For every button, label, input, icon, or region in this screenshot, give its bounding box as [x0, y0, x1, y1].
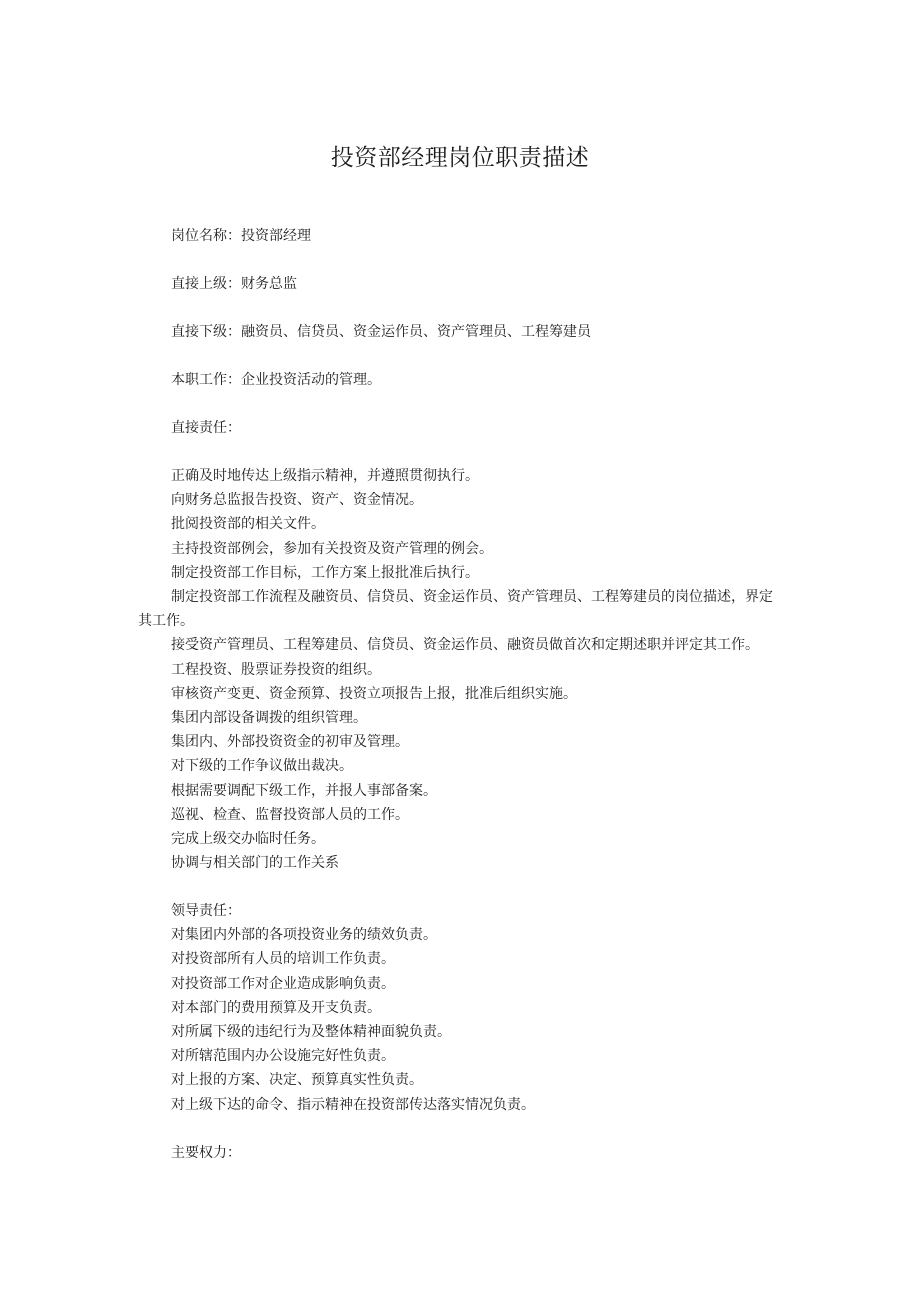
section-heading-direct-responsibilities: 直接责任： — [171, 420, 241, 436]
list-item: 制定投资部工作目标，工作方案上报批准后执行。 — [171, 564, 479, 581]
list-item: 根据需要调配下级工作，并报人事部备案。 — [171, 782, 437, 799]
list-item: 工程投资、股票证券投资的组织。 — [171, 661, 381, 678]
field-main-work: 本职工作：企业投资活动的管理。 — [171, 372, 381, 388]
list-item: 协调与相关部门的工作关系 — [171, 855, 339, 872]
leadership-responsibilities-list — [138, 923, 778, 1117]
document-title: 投资部经理岗位职责描述 — [330, 145, 590, 171]
field-direct-superior: 直接上级：财务总监 — [171, 276, 297, 292]
list-item: 对上级下达的命令、指示精神在投资部传达落实情况负责。 — [171, 1096, 535, 1113]
list-item: 对集团内外部的各项投资业务的绩效负责。 — [171, 927, 437, 944]
direct-responsibilities-list — [138, 464, 778, 875]
list-item: 集团内、外部投资资金的初审及管理。 — [171, 734, 409, 751]
list-item: 巡视、检查、监督投资部人员的工作。 — [171, 806, 409, 823]
list-item: 对投资部所有人员的培训工作负责。 — [171, 951, 395, 968]
list-item: 正确及时地传达上级指示精神，并遵照贯彻执行。 — [171, 468, 479, 484]
section-heading-leadership-responsibilities: 领导责任： — [171, 903, 241, 920]
list-item: 对下级的工作争议做出裁决。 — [171, 758, 353, 775]
document-body — [138, 224, 778, 1165]
list-item: 向财务总监报告投资、资产、资金情况。 — [171, 492, 423, 509]
list-item: 集团内部设备调拨的组织管理。 — [171, 710, 367, 727]
list-item: 对所属下级的违纪行为及整体精神面貌负责。 — [171, 1024, 451, 1041]
list-item: 完成上级交办临时任务。 — [171, 831, 325, 848]
list-item: 对所辖范围内办公设施完好性负责。 — [171, 1048, 395, 1065]
field-direct-subordinates: 直接下级：融资员、信贷员、资金运作员、资产管理员、工程筹建员 — [171, 324, 591, 340]
list-item: 接受资产管理员、工程筹建员、信贷员、资金运作员、融资员做首次和定期述职并评定其工作。 — [171, 637, 759, 654]
list-item: 主持投资部例会，参加有关投资及资产管理的例会。 — [171, 540, 493, 557]
list-item: 对投资部工作对企业造成影响负责。 — [171, 975, 395, 992]
section-heading-main-authority: 主要权力： — [171, 1144, 241, 1161]
list-item: 对上报的方案、决定、预算真实性负责。 — [171, 1072, 423, 1089]
list-item: 批阅投资部的相关文件。 — [171, 516, 325, 533]
list-item: 制定投资部工作流程及融资员、信贷员、资金运作员、资产管理员、工程筹建员的岗位描述，界定其工作。 — [138, 589, 773, 630]
field-position-name: 岗位名称：投资部经理 — [171, 228, 311, 244]
list-item: 审核资产变更、资金预算、投资立项报告上报，批准后组织实施。 — [171, 685, 577, 702]
list-item: 对本部门的费用预算及开支负责。 — [171, 999, 381, 1016]
